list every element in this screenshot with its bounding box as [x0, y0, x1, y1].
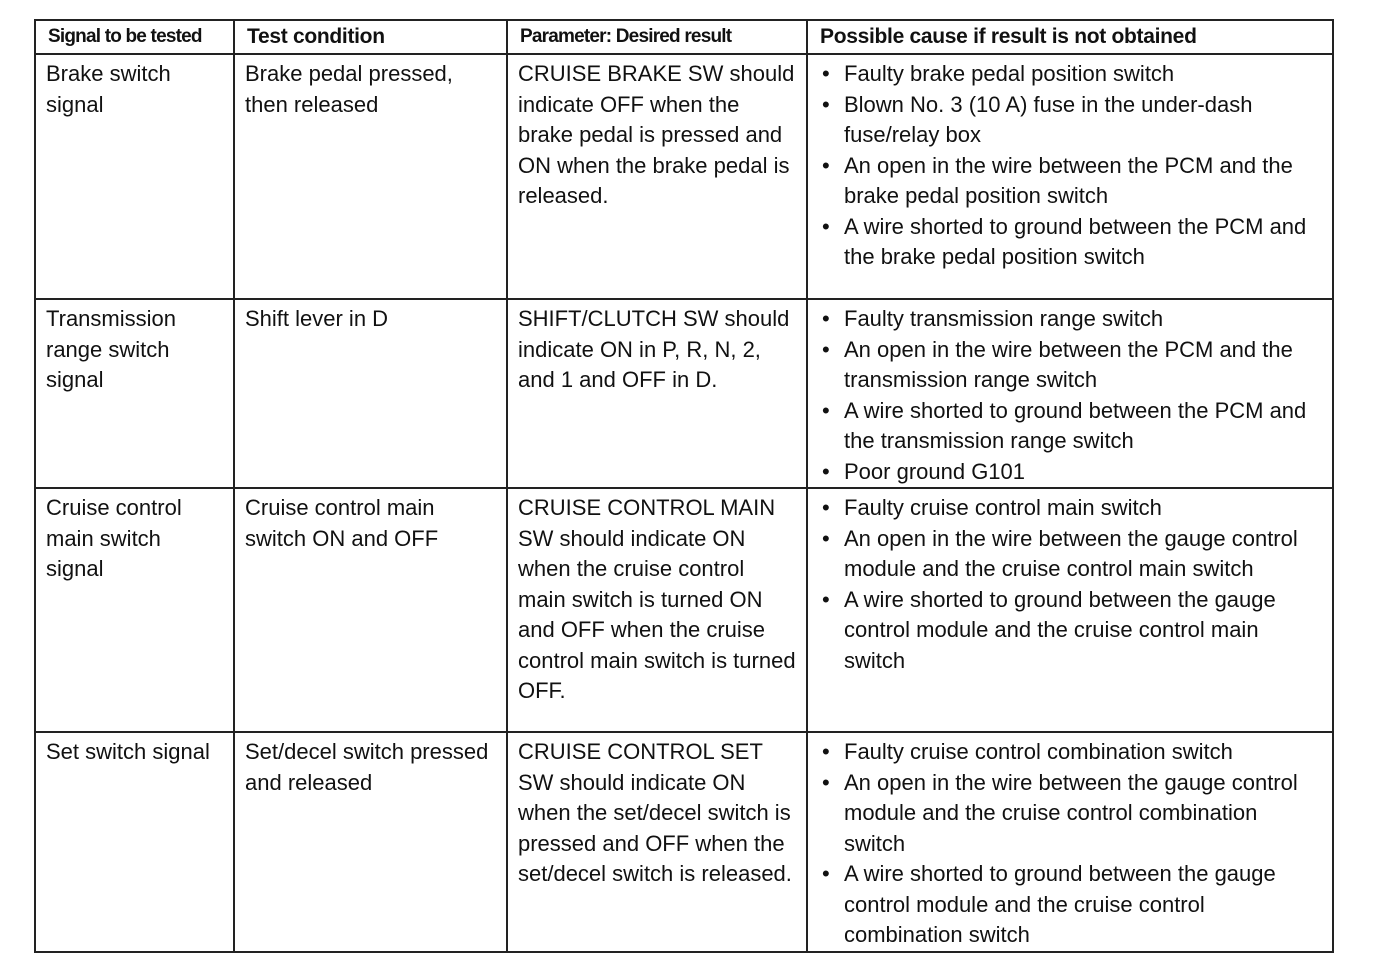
bullet-icon: • [822, 586, 830, 612]
cause-cell [807, 54, 1333, 299]
signal-cell [35, 54, 234, 299]
bullet-icon: • [822, 861, 830, 886]
result-text: CRUISE BRAKE SW should indicate OFF when the brake pedal is pressed and ON when the brake pedal is released. [518, 61, 795, 208]
bullet-icon: • [822, 213, 830, 239]
condition-text: Shift lever in D [245, 306, 389, 331]
bullet-icon: • [822, 397, 830, 423]
bullet-icon: • [822, 91, 830, 117]
signal-cell [35, 488, 234, 732]
cause-list [818, 59, 1322, 273]
condition-text: Cruise control main switch ON and OFF [245, 495, 439, 551]
header-test-condition: Test condition [234, 20, 507, 54]
signal-cell [35, 732, 234, 952]
cause-item: • Poor ground G101 [818, 457, 1322, 488]
cause-list [818, 493, 1322, 676]
signal-text: Brake switch signal [46, 61, 171, 117]
condition-text: Brake pedal pressed, then released [245, 61, 453, 117]
cause-item: • A wire shorted to ground between the PCM and the transmission range switch [822, 397, 1307, 453]
result-cell [507, 299, 807, 488]
cause-item: • Faulty cruise control combination switch [818, 737, 1322, 768]
cause-cell [807, 488, 1333, 732]
signal-text: Transmission range switch signal [46, 306, 176, 392]
cause-cell [807, 732, 1333, 952]
signal-cell [35, 299, 234, 488]
bullet-icon: • [822, 152, 830, 178]
cause-item: • Blown No. 3 (10 A) fuse in the under-dash fuse/relay box [822, 91, 1253, 147]
bullet-icon: • [822, 525, 830, 551]
condition-cell [234, 732, 507, 952]
condition-cell [234, 299, 507, 488]
bullet-icon: • [822, 306, 830, 331]
cause-item: • A wire shorted to ground between the PCM and the brake pedal position switch [822, 213, 1307, 269]
bullet-icon: • [822, 769, 830, 795]
table-row [35, 488, 1333, 732]
table-header [35, 20, 1333, 54]
bullet-icon: • [822, 739, 830, 764]
troubleshooting-table [34, 19, 1334, 953]
cause-item: • Faulty cruise control main switch [818, 493, 1322, 524]
result-text: CRUISE CONTROL SET SW should indicate ON when the set/decel switch is pressed and OFF when the set/decel switch is released. [518, 739, 792, 886]
result-cell [507, 488, 807, 732]
condition-cell [234, 488, 507, 732]
cause-item: • An open in the wire between the PCM and the transmission range switch [822, 336, 1293, 392]
table-row [35, 299, 1333, 488]
bullet-icon: • [822, 336, 830, 362]
cause-item: • An open in the wire between the gauge control module and the cruise control combination switch [822, 769, 1298, 856]
cause-item: • Faulty brake pedal position switch [818, 59, 1322, 90]
condition-cell [234, 54, 507, 299]
cause-item: • A wire shorted to ground between the gauge control module and the cruise control combination switch [822, 861, 1276, 947]
cause-list [818, 304, 1322, 487]
result-text: SHIFT/CLUTCH SW should indicate ON in P, R, N, 2, and 1 and OFF in D. [518, 306, 790, 392]
cause-list [818, 737, 1322, 951]
cause-cell [807, 299, 1333, 488]
cause-item: • A wire shorted to ground between the gauge control module and the cruise control main switch [822, 586, 1276, 673]
condition-text: Set/decel switch pressed and released [245, 739, 489, 795]
bullet-icon: • [822, 495, 830, 520]
header-possible-cause: Possible cause if result is not obtained [807, 20, 1333, 54]
header-desired-result: Parameter: Desired result [507, 20, 807, 54]
signal-text: Cruise control main switch signal [46, 495, 182, 581]
bullet-icon: • [822, 61, 830, 86]
result-text: CRUISE CONTROL MAIN SW should indicate ON when the cruise control main switch is turned ON and OFF when the cruise control main switch is turned OFF. [518, 495, 796, 703]
bullet-icon: • [822, 458, 830, 484]
cause-item: • Faulty transmission range switch [818, 304, 1322, 335]
cause-item: • An open in the wire between the PCM and the brake pedal position switch [822, 152, 1293, 208]
table-row [35, 732, 1333, 952]
result-cell [507, 732, 807, 952]
table-row [35, 54, 1333, 299]
result-cell [507, 54, 807, 299]
cause-item: • An open in the wire between the gauge control module and the cruise control main switch [822, 525, 1298, 581]
signal-text: Set switch signal [46, 739, 210, 764]
header-signal: Signal to be tested [35, 20, 234, 54]
